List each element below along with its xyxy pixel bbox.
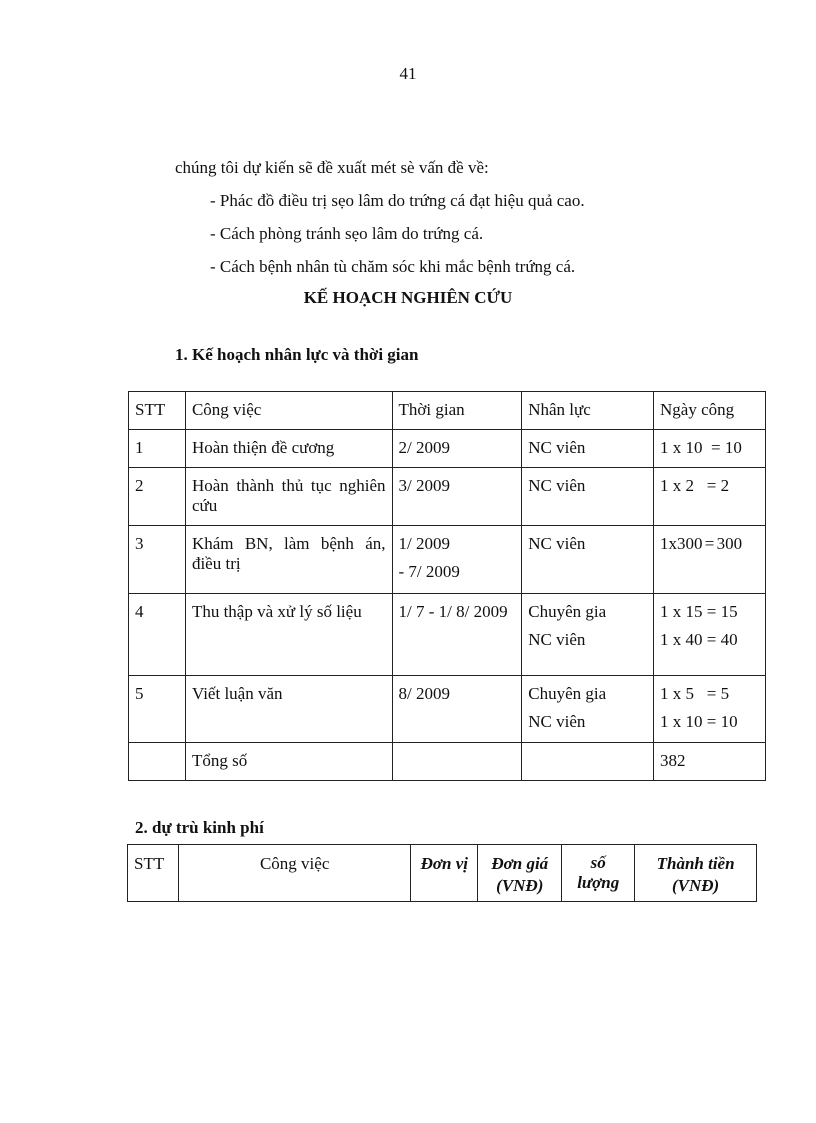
cell-days: 1 x 2 = 2 — [654, 468, 766, 526]
header-price — [478, 845, 562, 902]
table-total-row — [129, 743, 766, 781]
cell-days: 1x300 = 300 — [654, 526, 766, 594]
cell-task: Viết luận văn — [185, 676, 392, 743]
cell-time — [392, 743, 522, 781]
cell-time: 3/ 2009 — [392, 468, 522, 526]
cell-staff — [522, 594, 654, 676]
table-header-row — [128, 845, 757, 902]
header-qty-line: lượng — [577, 873, 620, 892]
cell-days: 1 x 10 = 10 — [654, 430, 766, 468]
header-price-line: (VNĐ) — [496, 876, 544, 895]
table-row — [129, 468, 766, 526]
cell-days-line: 1 x 5 = 5 — [660, 684, 730, 703]
cell-staff: NC viên — [522, 526, 654, 594]
table-row — [129, 594, 766, 676]
intro-text: chúng tôi dự kiến sẽ đề xuất mét sè vấn đề về: — [175, 158, 489, 177]
cell-staff: NC viên — [522, 430, 654, 468]
cell-staff-line: NC viên — [528, 630, 586, 649]
header-amount-line: (VNĐ) — [671, 876, 720, 895]
bullet-item: - Cách bệnh nhân tù chăm sóc khi mắc bệnh trứng cá. — [210, 257, 576, 276]
header-task: Công việc — [185, 392, 392, 430]
cell-stt — [129, 743, 186, 781]
cell-days-line: 1 x 15 = 15 — [660, 602, 738, 621]
cell-staff — [522, 676, 654, 743]
header-days: Ngày công — [654, 392, 766, 430]
cell-stt: 2 — [129, 468, 186, 526]
cell-days — [654, 676, 766, 743]
cell-task: Hoàn thành thủ tục nghiên cứu — [185, 468, 392, 526]
header-price-line: Đơn giá — [491, 854, 549, 873]
header-qty — [562, 845, 635, 902]
budget-table — [127, 844, 757, 902]
cell-staff-line: Chuyên gia — [528, 684, 607, 703]
total-value: 382 — [654, 743, 766, 781]
plan-title: KẾ HOẠCH NGHIÊN CỨU — [303, 288, 513, 307]
cell-task: Khám BN, làm bệnh án, điều trị — [185, 526, 392, 594]
header-qty-line: số — [590, 853, 606, 872]
header-task: Công việc — [178, 845, 410, 902]
header-unit: Đơn vị — [411, 845, 478, 902]
cell-time: 2/ 2009 — [392, 430, 522, 468]
cell-time: 8/ 2009 — [392, 676, 522, 743]
header-stt: STT — [128, 845, 179, 902]
table-row — [129, 430, 766, 468]
section1-heading: 1. Kế hoạch nhân lực và thời gian — [175, 345, 419, 364]
cell-staff — [522, 743, 654, 781]
cell-days-line: 1 x 40 = 40 — [660, 630, 738, 649]
cell-stt: 4 — [129, 594, 186, 676]
section2-heading: 2. dự trù kinh phí — [135, 818, 264, 837]
cell-time-line: 1/ 2009 — [398, 534, 450, 553]
cell-time — [392, 526, 522, 594]
table-row — [129, 526, 766, 594]
table-header-row — [129, 392, 766, 430]
bullet-item: - Phác đồ điều trị sẹo lâm do trứng cá đạt hiệu quả cao. — [210, 191, 585, 210]
cell-task: Hoàn thiện đề cương — [185, 430, 392, 468]
table-row — [129, 676, 766, 743]
bullet-item: - Cách phòng tránh sẹo lâm do trứng cá. — [210, 224, 484, 243]
page-number: 41 — [399, 64, 417, 83]
cell-time-line: - 7/ 2009 — [398, 562, 460, 581]
header-stt: STT — [129, 392, 186, 430]
cell-staff-line: NC viên — [528, 712, 586, 731]
cell-stt: 1 — [129, 430, 186, 468]
cell-time: 1/ 7 - 1/ 8/ 2009 — [392, 594, 522, 676]
cell-stt: 5 — [129, 676, 186, 743]
header-amount — [635, 845, 757, 902]
header-amount-line: Thành tiền — [656, 854, 735, 873]
plan-table — [128, 391, 766, 781]
total-label: Tổng số — [185, 743, 392, 781]
cell-staff-line: Chuyên gia — [528, 602, 607, 621]
cell-staff: NC viên — [522, 468, 654, 526]
header-staff: Nhân lực — [522, 392, 654, 430]
cell-days — [654, 594, 766, 676]
cell-task: Thu thập và xử lý số liệu — [185, 594, 392, 676]
cell-days-line: 1 x 10 = 10 — [660, 712, 738, 731]
header-time: Thời gian — [392, 392, 522, 430]
cell-stt: 3 — [129, 526, 186, 594]
